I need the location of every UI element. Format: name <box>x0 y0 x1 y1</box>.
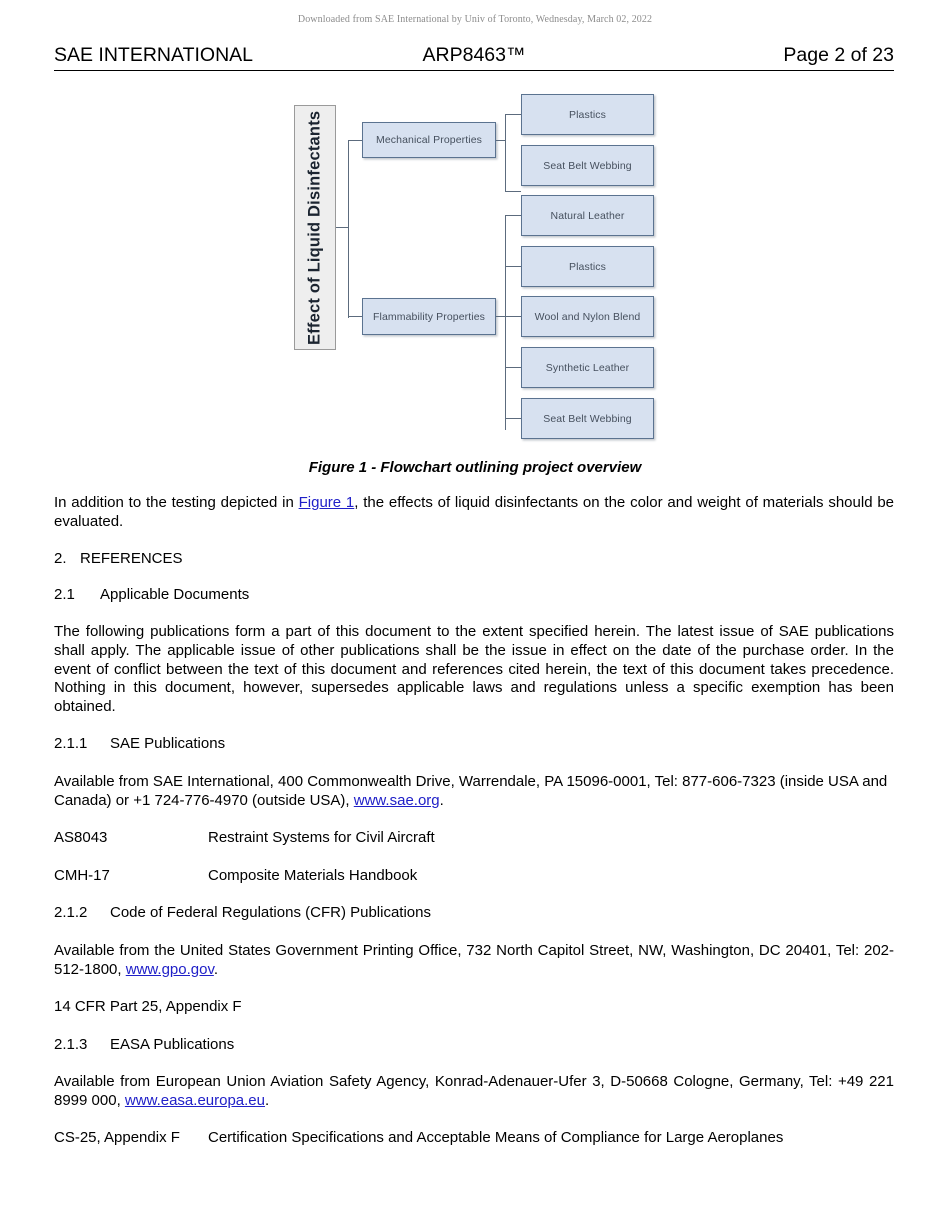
connector-mechanical-child-2 <box>505 191 521 192</box>
easa-availability-period: . <box>265 1091 270 1109</box>
easa-availability-text: Available from European Union Aviation Safety Agency, Konrad-Adenauer-Ufer 3, D-50668 Cologne, Germany, Tel: +49 221 8999 000, <box>54 1073 894 1109</box>
connector-flammability-child-3 <box>505 316 521 317</box>
header-page-number: Page 2 of 23 <box>783 44 894 66</box>
flow-node-root: Effect of Liquid Disinfectants <box>294 105 336 350</box>
heading-section-2-1-1-number: 2.1.1 <box>54 735 88 753</box>
reference-row-cmh-17 <box>54 867 894 886</box>
connector-to-mechanical <box>348 140 362 141</box>
reference-id-cmh-17: CMH-17 <box>54 866 110 884</box>
flow-node-flammability-child-wool-and-nylon-blend: Wool and Nylon Blend <box>521 296 654 337</box>
reference-id-cs-25: CS-25, Appendix F <box>54 1129 180 1147</box>
header-divider <box>54 70 894 71</box>
cfr-availability-period: . <box>213 960 219 978</box>
reference-id-as8043: AS8043 <box>54 829 108 847</box>
intro-text-before-link: In addition to the testing depicted in <box>54 494 299 511</box>
header-organization: SAE INTERNATIONAL <box>54 44 254 66</box>
page-header <box>54 44 894 70</box>
flow-node-flammability-child-seat-belt-webbing: Seat Belt Webbing <box>521 398 654 439</box>
flow-node-flammability-child-plastics: Plastics <box>521 246 654 287</box>
flow-node-mechanical-child-seat-belt-webbing: Seat Belt Webbing <box>521 145 654 186</box>
sae-website-link[interactable]: www.sae.org <box>353 791 440 809</box>
connector-flammability-spine <box>505 215 506 430</box>
paragraph-intro <box>54 494 894 531</box>
spacer <box>54 979 894 998</box>
flow-node-flammability-properties: Flammability Properties <box>362 298 496 335</box>
spacer <box>54 810 894 829</box>
connector-mechanical-child-1 <box>505 114 521 115</box>
header-document-number: ARP8463™ <box>422 44 526 66</box>
spacer <box>54 569 894 586</box>
paragraph-sae-availability <box>54 773 894 810</box>
reference-row-cs-25 <box>54 1129 894 1148</box>
flowchart-canvas <box>286 88 666 458</box>
spacer <box>54 716 894 735</box>
figure-1-reference-link[interactable]: Figure 1 <box>298 494 355 511</box>
spacer <box>54 885 894 904</box>
paragraph-easa-availability <box>54 1073 894 1110</box>
connector-to-flammability <box>348 316 362 317</box>
heading-section-2-1-number: 2.1 <box>54 585 75 603</box>
heading-section-2-1-2-number: 2.1.2 <box>54 904 88 922</box>
heading-section-2-1-3 <box>54 1036 894 1055</box>
heading-section-2-1-3-title: EASA Publications <box>110 1035 235 1053</box>
flow-node-mechanical-child-plastics: Plastics <box>521 94 654 135</box>
heading-section-2-1-1-title: SAE Publications <box>110 735 226 753</box>
download-notice: Downloaded from SAE International by Univ of Toronto, Wednesday, March 02, 2022 <box>297 14 653 25</box>
heading-section-2-1-3-number: 2.1.3 <box>54 1035 88 1053</box>
reference-row-as8043 <box>54 829 894 848</box>
heading-section-2-1-2-title: Code of Federal Regulations (CFR) Publications <box>110 904 431 922</box>
paragraph-cfr-availability <box>54 942 894 979</box>
gpo-website-link[interactable]: www.gpo.gov <box>125 960 214 978</box>
heading-section-2-1-title: Applicable Documents <box>100 585 250 603</box>
connector-flammability-child-1 <box>505 215 521 216</box>
easa-website-link[interactable]: www.easa.europa.eu <box>124 1091 265 1109</box>
figure-caption: Figure 1 - Flowchart outlining project overview <box>308 459 642 476</box>
connector-mechanical-stub <box>496 140 505 141</box>
flow-node-flammability-child-synthetic-leather: Synthetic Leather <box>521 347 654 388</box>
connector-flammability-child-2 <box>505 266 521 267</box>
connector-flammability-child-5 <box>505 418 521 419</box>
spacer <box>54 604 894 623</box>
spacer <box>54 1017 894 1036</box>
spacer <box>54 1054 894 1073</box>
connector-flammability-stub <box>496 316 505 317</box>
paragraph-applicable-documents: The following publications form a part of this document to the extent specified herein. The latest issue of SAE publications shall apply. The applicable issue of other publications shall be the issue in effect on the date of the purchase order. In the event of conflict between the text of this document and references cited herein, the text of this document takes precedence. Nothing in this document, however, supersedes applicable laws and regulations unless a specific exemption has been obtained. <box>54 623 894 715</box>
connector-root-stub <box>336 227 348 228</box>
connector-mechanical-spine <box>505 114 506 192</box>
reference-row-14-cfr-part-25: 14 CFR Part 25, Appendix F <box>54 998 242 1016</box>
spacer <box>54 754 894 773</box>
connector-root-trunk <box>348 140 349 318</box>
heading-section-2-number: 2. <box>54 550 67 568</box>
heading-section-2-1-1 <box>54 735 894 754</box>
document-body <box>54 494 894 1148</box>
figure-1-flowchart <box>0 88 950 458</box>
heading-section-2-1 <box>54 586 894 605</box>
heading-section-2 <box>54 550 894 569</box>
reference-title-cs-25: Certification Specifications and Acceptable Means of Compliance for Large Aeroplanes <box>208 1129 784 1147</box>
sae-availability-text: Available from SAE International, 400 Commonwealth Drive, Warrendale, PA 15096-0001, Tel: 877-606-7323 (inside USA and Canada) or +1 724-776-4970 (outside USA), <box>54 772 888 809</box>
spacer <box>54 531 894 550</box>
spacer <box>54 1110 894 1129</box>
flow-node-flammability-child-natural-leather: Natural Leather <box>521 195 654 236</box>
spacer <box>54 923 894 942</box>
intro-text-after-link: , the effects of liquid disinfectants on the color and weight of materials should be evaluated. <box>54 494 895 530</box>
connector-flammability-child-4 <box>505 367 521 368</box>
reference-title-cmh-17: Composite Materials Handbook <box>208 866 418 884</box>
heading-section-2-title: REFERENCES <box>80 550 183 568</box>
reference-title-as8043: Restraint Systems for Civil Aircraft <box>208 829 435 847</box>
heading-section-2-1-2 <box>54 904 894 923</box>
flow-node-mechanical-properties: Mechanical Properties <box>362 122 496 158</box>
sae-availability-period: . <box>439 791 444 809</box>
spacer <box>54 848 894 867</box>
cfr-availability-text: Available from the United States Government Printing Office, 732 North Capitol Street, NW, Washington, DC 20401, Tel: 202-512-1800, <box>54 941 894 978</box>
